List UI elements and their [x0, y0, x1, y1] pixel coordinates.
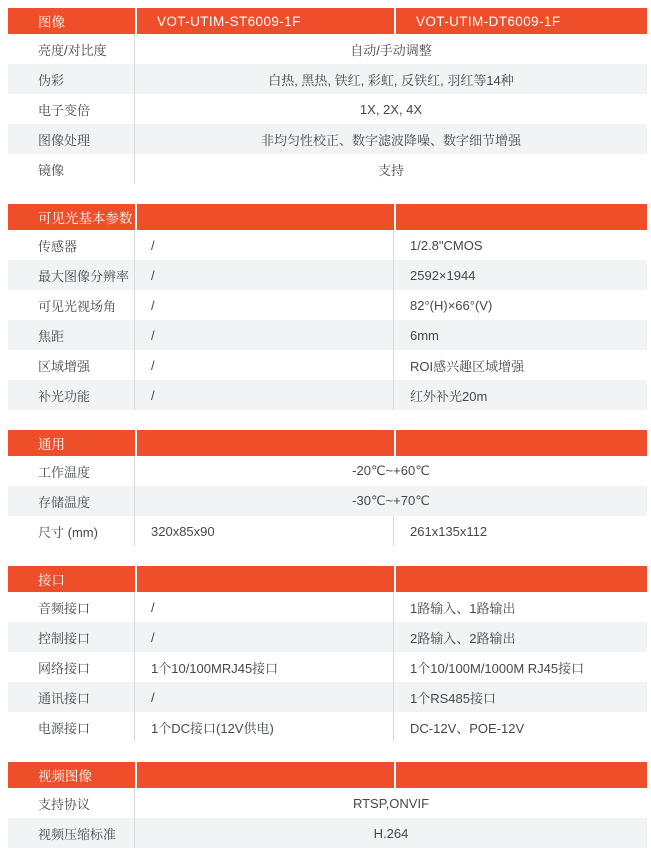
spec-label: 亮度/对比度 [8, 34, 135, 64]
spec-value-dt: 82°(H)×66°(V) [410, 297, 493, 313]
model-name-st [135, 566, 394, 592]
spec-value-st: / [135, 290, 394, 320]
spec-value-dt: 红外补光20m [410, 388, 488, 404]
table-row [8, 230, 647, 260]
model-name-st [135, 204, 394, 230]
model-name-st: VOT-UTIM-ST6009-1F [135, 8, 394, 34]
section-header-row [8, 204, 647, 230]
spec-value-shared: 支持 [377, 162, 404, 178]
spec-label: 传感器 [8, 230, 135, 260]
spec-section [8, 430, 647, 546]
section-title: 视频图像 [38, 769, 92, 784]
spec-label: 支持协议 [8, 788, 135, 818]
spec-value-dt: 2路输入、2路输出 [410, 630, 516, 646]
model-name-dt: VOT-UTIM-DT6009-1F [394, 8, 647, 34]
spec-value-shared: -30℃~+70℃ [352, 493, 430, 508]
spec-label: 图像处理 [8, 124, 135, 154]
spec-value-dt: ROI感兴趣区域增强 [410, 358, 525, 374]
spec-value-st: 320x85x90 [135, 516, 394, 546]
section-header-row [8, 430, 647, 456]
table-row [8, 622, 647, 652]
spec-label: 通讯接口 [8, 682, 135, 712]
table-row [8, 94, 647, 124]
spec-value-dt: DC-12V、POE-12V [410, 720, 525, 736]
spec-value-st: / [135, 320, 394, 350]
table-row [8, 486, 647, 516]
section-title: 图像 [38, 15, 65, 30]
spec-label: 最大图像分辨率 [8, 260, 135, 290]
spec-label: 电子变倍 [8, 94, 135, 124]
table-row [8, 64, 647, 94]
spec-label: 存储温度 [8, 486, 135, 516]
table-row [8, 682, 647, 712]
spec-value-shared: 非均匀性校正、数字滤波降噪、数字细节增强 [260, 132, 521, 148]
spec-value-shared: 自动/手动调整 [350, 42, 432, 58]
spec-value-dt: 2592×1944 [410, 267, 476, 283]
spec-value-st: / [135, 682, 394, 712]
spec-value-dt: 261x135x112 [410, 523, 488, 539]
spec-value-shared: 1X, 2X, 4X [359, 101, 423, 117]
spec-value-st: 1个DC接口(12V供电) [135, 712, 394, 742]
section-header-row [8, 762, 647, 788]
model-name-dt [394, 762, 647, 788]
spec-value-shared: 白热, 黑热, 铁红, 彩虹, 反铁红, 羽红等14种 [268, 72, 514, 88]
table-row [8, 124, 647, 154]
section-header-row [8, 8, 647, 34]
spec-value-st: / [135, 350, 394, 380]
table-row [8, 456, 647, 486]
table-row [8, 652, 647, 682]
spec-label: 可见光视场角 [8, 290, 135, 320]
table-row [8, 290, 647, 320]
table-row [8, 260, 647, 290]
table-row [8, 350, 647, 380]
model-name-dt [394, 430, 647, 456]
spec-label: 音频接口 [8, 592, 135, 622]
spec-value-shared: RTSP,ONVIF [352, 795, 430, 811]
table-row [8, 592, 647, 622]
section-title: 通用 [38, 437, 65, 452]
table-row [8, 34, 647, 64]
spec-value-st: / [135, 592, 394, 622]
model-name-st [135, 762, 394, 788]
table-row [8, 516, 647, 546]
spec-section [8, 8, 647, 184]
spec-label: 补光功能 [8, 380, 135, 410]
spec-label: 区域增强 [8, 350, 135, 380]
table-row [8, 380, 647, 410]
table-row [8, 320, 647, 350]
spec-value-shared: H.264 [373, 825, 409, 841]
spec-label: 工作温度 [8, 456, 135, 486]
spec-label: 尺寸 (mm) [8, 516, 135, 546]
model-name-dt [394, 204, 647, 230]
section-title: 接口 [38, 573, 65, 588]
spec-value-st: / [135, 380, 394, 410]
spec-section [8, 762, 647, 848]
spec-value-st: / [135, 260, 394, 290]
spec-section [8, 204, 647, 410]
spec-value-shared: -20℃~+60℃ [352, 463, 430, 478]
spec-label: 网络接口 [8, 652, 135, 682]
table-row [8, 818, 647, 848]
spec-value-dt: 1个10/100M/1000M RJ45接口 [410, 660, 585, 676]
model-name-st [135, 430, 394, 456]
spec-label: 控制接口 [8, 622, 135, 652]
section-title: 可见光基本参数 [38, 211, 133, 226]
spec-value-st: / [135, 622, 394, 652]
table-row [8, 154, 647, 184]
spec-value-st: / [135, 230, 394, 260]
table-row [8, 788, 647, 818]
spec-label: 电源接口 [8, 712, 135, 742]
spec-value-dt: 1/2.8"CMOS [410, 237, 483, 253]
spec-label: 焦距 [8, 320, 135, 350]
spec-value-dt: 1个RS485接口 [410, 690, 496, 706]
spec-sheet [8, 8, 647, 848]
spec-label: 镜像 [8, 154, 135, 184]
spec-section [8, 566, 647, 742]
model-name-dt [394, 566, 647, 592]
spec-value-dt: 6mm [410, 327, 439, 343]
spec-label: 伪彩 [8, 64, 135, 94]
table-row [8, 712, 647, 742]
spec-value-st: 1个10/100MRJ45接口 [135, 652, 394, 682]
section-header-row [8, 566, 647, 592]
spec-label: 视频压缩标准 [8, 818, 135, 848]
spec-value-dt: 1路输入、1路输出 [410, 600, 516, 616]
